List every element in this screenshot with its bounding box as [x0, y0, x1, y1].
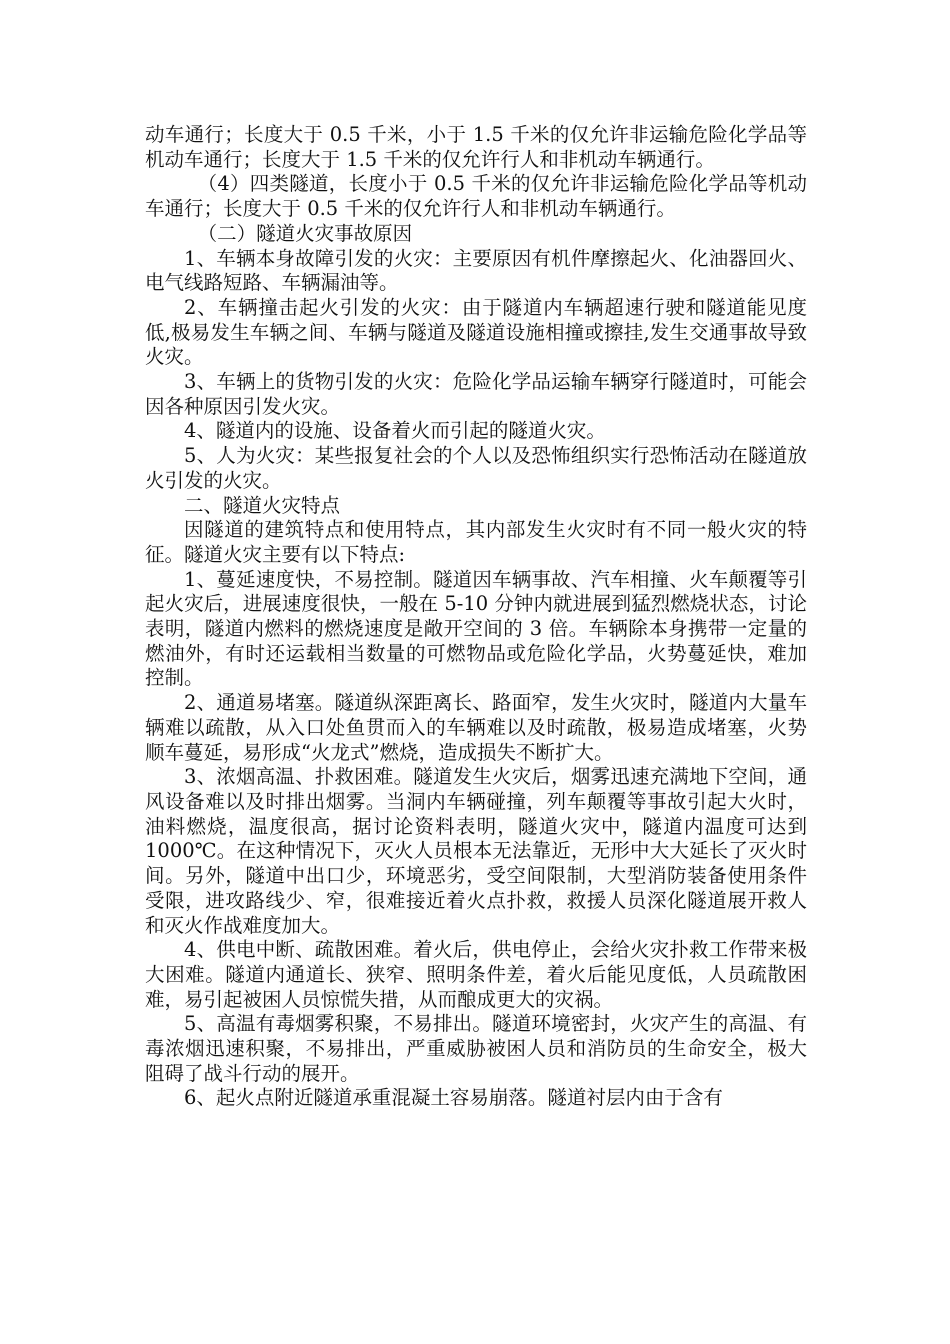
- paragraph-continuation-class3: 动车通行；长度大于 0.5 千米，小于 1.5 千米的仅允许非运输危险化学品等机动车通行；长度大于 1.5 千米的仅允许行人和非机动车辆通行。: [145, 123, 807, 171]
- paragraph-features-intro: 因隧道的建筑特点和使用特点，其内部发生火灾时有不同一般火灾的特征。隧道火灾主要有以下特点:: [145, 518, 807, 566]
- document-body: [145, 123, 807, 1111]
- paragraph-feature-2: 2、通道易堵塞。隧道纵深距离长、路面窄，发生火灾时，隧道内大量车辆难以疏散，从入口处鱼贯而入的车辆难以及时疏散，极易造成堵塞，火势顺车蔓延，易形成“火龙式”燃烧，造成损失不断扩大。: [145, 691, 807, 764]
- paragraph-feature-3: 3、浓烟高温、扑救困难。隧道发生火灾后，烟雾迅速充满地下空间，通风设备难以及时排出烟雾。当洞内车辆碰撞，列车颠覆等事故引起大火时，油料燃烧，温度很高，据讨论资料表明，隧道火灾中，隧道内温度可达到 1000℃。在这种情况下，灭火人员根本无法靠近，无形中大大延长了灭火时间。另外，隧道中出口少，环境恶劣，受空间限制，大型消防装备使用条件受限，进攻路线少、窄，很难接近着火点扑救，救援人员深化隧道展开救人和灭火作战难度加大。: [145, 765, 807, 937]
- paragraph-feature-4: 4、供电中断、疏散困难。着火后，供电停止，会给火灾扑救工作带来极大困难。隧道内通道长、狭窄、照明条件差，着火后能见度低，人员疏散困难，易引起被困人员惊慌失措，从而酿成更大的灾祸。: [145, 938, 807, 1011]
- paragraph-cause-5: 5、人为火灾：某些报复社会的个人以及恐怖组织实行恐怖活动在隧道放火引发的火灾。: [145, 444, 807, 492]
- section-heading-fire-causes: （二）隧道火灾事故原因: [197, 221, 413, 245]
- paragraph-cause-2: 2、车辆撞击起火引发的火灾：由于隧道内车辆超速行驶和隧道能见度低,极易发生车辆之间、车辆与隧道及隧道设施相撞或擦挂,发生交通事故导致火灾。: [145, 295, 807, 369]
- paragraph-class4-tunnels: （4）四类隧道，长度小于 0.5 千米的仅允许非运输危险化学品等机动车通行；长度大于 0.5 千米的仅允许行人和非机动车辆通行。: [145, 172, 807, 221]
- section-heading-fire-features: 二、隧道火灾特点: [184, 493, 341, 517]
- paragraph-cause-4: 4、隧道内的设施、设备着火而引起的隧道火灾。: [184, 419, 606, 443]
- paragraph-cause-3: 3、车辆上的货物引发的火灾：危险化学品运输车辆穿行隧道时，可能会因各种原因引发火灾。: [145, 370, 807, 418]
- paragraph-feature-5: 5、高温有毒烟雾积聚，不易排出。隧道环境密封，火灾产生的高温、有毒浓烟迅速积聚，不易排出，严重威胁被困人员和消防员的生命安全，极大阻碍了战斗行动的展开。: [145, 1012, 807, 1085]
- paragraph-feature-6: 6、起火点附近隧道承重混凝土容易崩落。隧道衬层内由于含有: [184, 1086, 723, 1110]
- paragraph-feature-1: 1、蔓延速度快，不易控制。隧道因车辆事故、汽车相撞、火车颠覆等引起火灾后，进展速度很快，一般在 5-10 分钟内就进展到猛烈燃烧状态，讨论表明，隧道内燃料的燃烧速度是敞开空间的 3 倍。车辆除本身携带一定量的燃油外，有时还运载相当数量的可燃物品或危险化学品，火势蔓延快，难加控制。: [145, 567, 807, 690]
- paragraph-cause-1: 1、车辆本身故障引发的火灾：主要原因有机件摩擦起火、化油器回火、电气线路短路、车辆漏油等。: [145, 246, 807, 295]
